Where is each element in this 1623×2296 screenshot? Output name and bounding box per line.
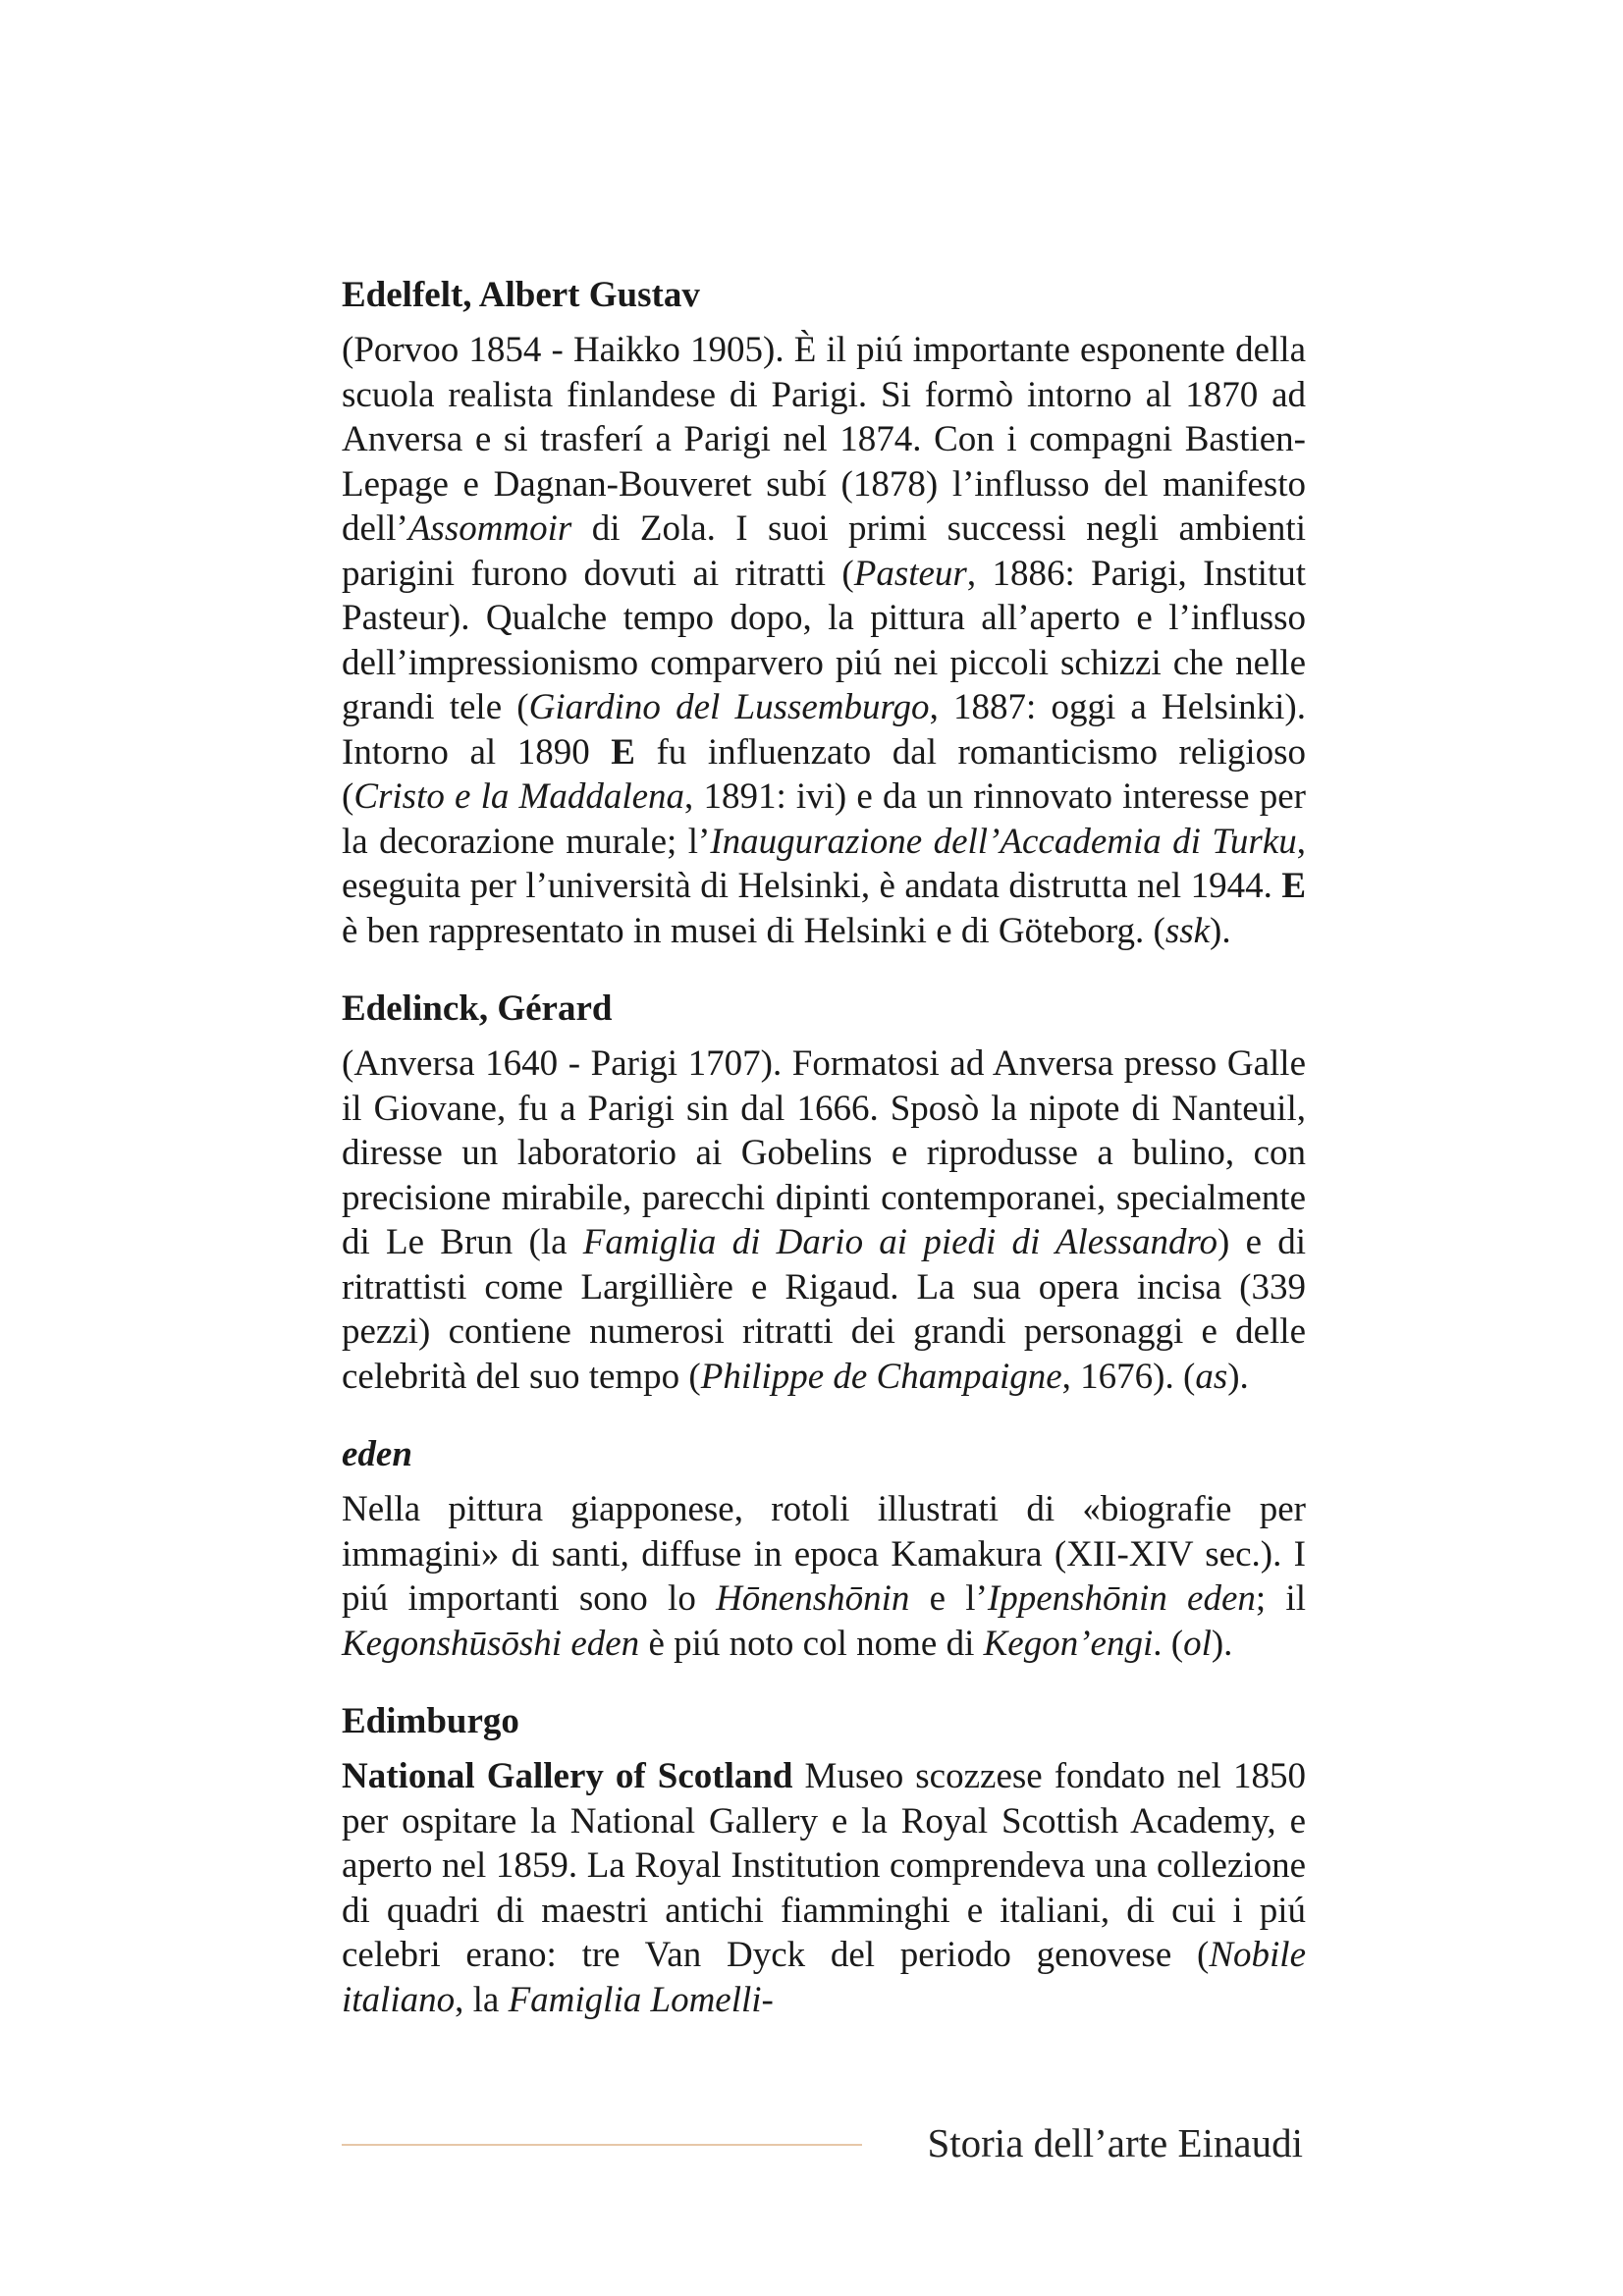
entry-text (342, 1754, 1306, 2022)
text-run: Famiglia Lomelli- (508, 1979, 774, 2020)
text-run: Ippenshōnin eden (987, 1578, 1256, 1619)
text-run: Kegonshūsōshi eden (342, 1623, 640, 1664)
text-run: ) e di ritrattisti come Largillière e Rigaud. La sua opera incisa (339 pezzi) contiene numerosi ritratti dei grandi personaggi e delle celebrità del suo tempo ( (342, 1222, 1307, 1397)
text-run: ssk (1164, 910, 1211, 951)
text-run: , la (455, 1979, 509, 2020)
text-run: Philippe de Champaigne (700, 1356, 1062, 1397)
text-run: Cristo e la Maddalena (353, 776, 685, 817)
entry-edimburgo (342, 1699, 1306, 2022)
text-run: . ( (1153, 1623, 1184, 1664)
text-run: E (611, 731, 635, 773)
entry-text (342, 1041, 1306, 1399)
page-body (342, 273, 1306, 2056)
text-run: Nobile italiano (342, 1935, 1306, 2020)
text-run: ). (1227, 1356, 1249, 1397)
text-run: è piú noto col nome di (639, 1623, 984, 1664)
entry-heading: eden (342, 1434, 412, 1474)
entry-eden (342, 1432, 1306, 1666)
text-run: fu influenzato dal romanticismo religioso ( (342, 731, 1306, 817)
text-run: Museo scozzese fondato nel 1850 per ospitare la National Gallery e la Royal Scottish Academy, e aperto nel 1859. La Royal Institution comprendeva una collezione di quadri di maestri antichi fiamminghi e italiani, di cui i piú celebri erano: tre Van Dyck del periodo genovese ( (342, 1756, 1306, 1975)
entry-heading: Edimburgo (342, 1701, 519, 1741)
text-run: di Zola. I suoi primi successi negli ambienti parigini furono dovuti ai ritratti ( (342, 508, 1306, 594)
text-run: Pasteur (853, 553, 967, 594)
text-run: ol (1183, 1623, 1212, 1664)
text-run: , 1887: oggi a Helsinki). Intorno al 1890 (342, 687, 1306, 773)
text-run: , 1891: ivi) e da un rinnovato interesse per la decorazione murale; l’ (342, 776, 1306, 862)
text-run: Kegon’engi (983, 1623, 1154, 1664)
text-run: E (1281, 866, 1306, 906)
entry-edelinck (342, 987, 1306, 1399)
text-run: Hōnenshōnin (716, 1578, 910, 1619)
text-run: as (1195, 1356, 1228, 1397)
entry-text (342, 1487, 1306, 1666)
text-run: ; il (1255, 1578, 1306, 1619)
entry-text (342, 328, 1306, 953)
entry-heading: Edelinck, Gérard (342, 988, 613, 1029)
text-run: (Anversa 1640 - Parigi 1707). Formatosi ad Anversa presso Galle il Giovane, fu a Parigi sin dal 1666. Sposò la nipote di Nanteuil, diresse un laboratorio ai Gobelins e riprodusse a bulino, con precisione mirabile, parecchi dipinti contemporanei, specialmente di Le Brun (la (342, 1043, 1306, 1262)
text-run: è ben rappresentato in musei di Helsinki e di Göteborg. ( (342, 910, 1165, 951)
footer-rule (342, 2144, 862, 2146)
text-run: Famiglia di Dario ai piedi di Alessandro (582, 1222, 1218, 1262)
text-run: ). (1210, 910, 1231, 951)
text-run: Giardino del Lussemburgo (528, 687, 930, 727)
text-run: , eseguita per l’università di Helsinki, è andata distrutta nel 1944. (342, 821, 1306, 906)
text-run: Assommoir (407, 508, 572, 549)
text-run: ). (1211, 1623, 1233, 1664)
text-run: e l’ (909, 1578, 988, 1619)
entry-edelfelt (342, 273, 1306, 953)
text-run: Inaugurazione dell’Accademia di Turku (710, 821, 1297, 862)
text-run: (Porvoo 1854 - Haikko 1905). È il piú importante esponente della scuola realista finlandese di Parigi. Si formò intorno al 1870 ad Anversa e si trasferí a Parigi nel 1874. Con i compagni Bastien-Lepage e Dagnan-Bouveret subí (1878) l’influsso del manifesto dell’ (342, 330, 1306, 549)
footer-label: Storia dell’arte Einaudi (927, 2120, 1303, 2165)
entry-heading: Edelfelt, Albert Gustav (342, 275, 700, 315)
text-run: National Gallery of Scotland (342, 1756, 793, 1796)
text-run: , 1886: Parigi, Institut Pasteur). Qualche tempo dopo, la pittura all’aperto e l’influsso dell’impressionismo comparvero piú nei piccoli schizzi che nelle grandi tele ( (342, 553, 1306, 727)
text-run: Nella pittura giapponese, rotoli illustrati di «biografie per immagini» di santi, diffuse in epoca Kamakura (XII-XIV sec.). I piú importanti sono lo (342, 1489, 1306, 1619)
text-run: , 1676). ( (1061, 1356, 1196, 1397)
